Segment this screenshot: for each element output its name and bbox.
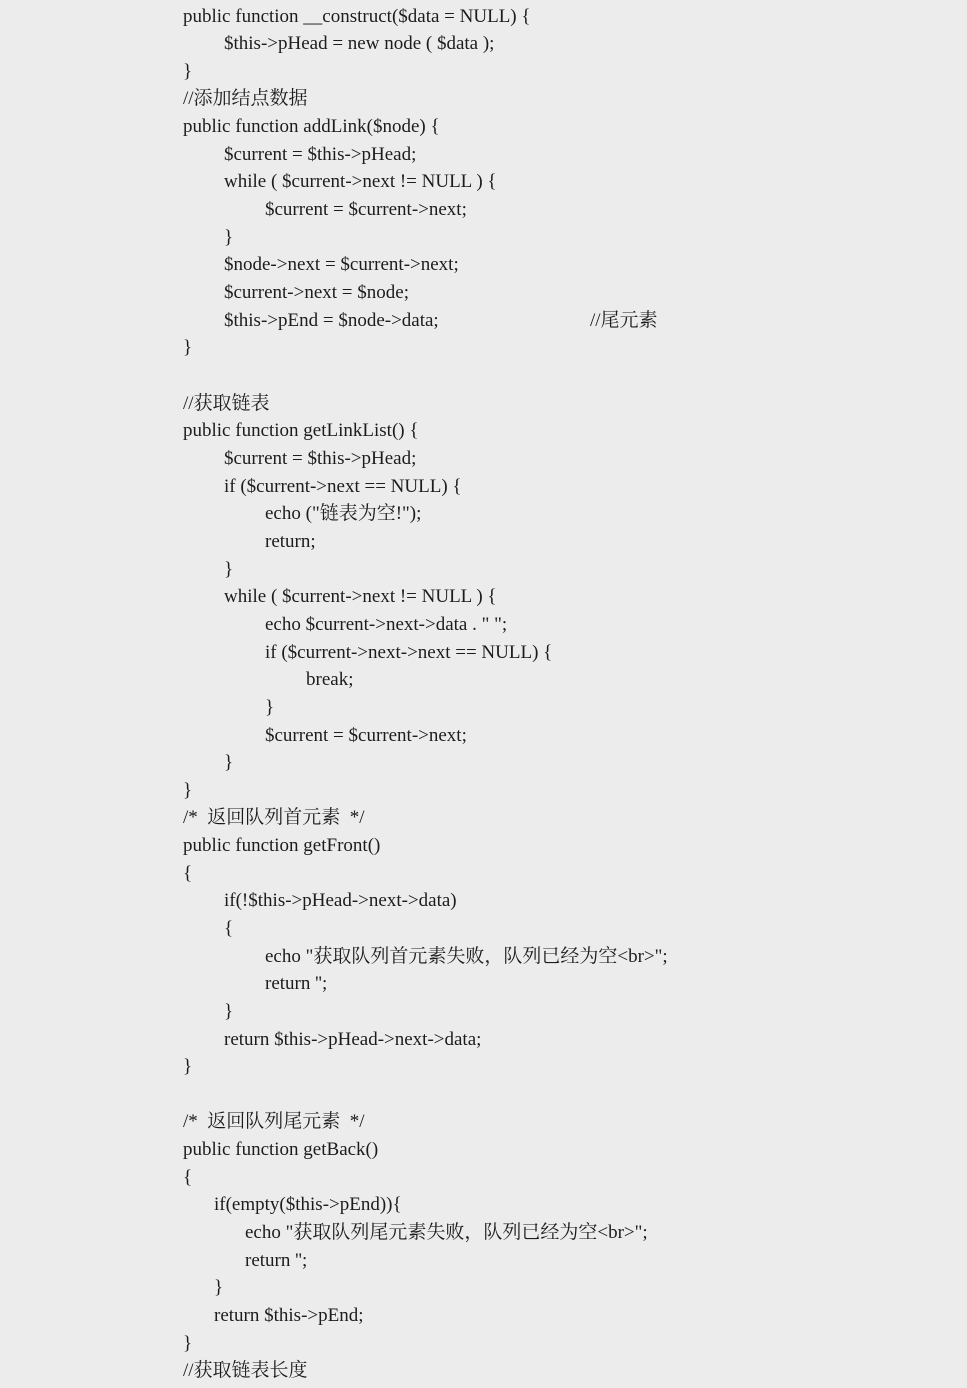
code-line: return $this->pHead->next->data; <box>224 1029 482 1050</box>
code-line: { <box>224 918 234 939</box>
code-line: return; <box>265 531 316 552</box>
code-line: if(empty($this->pEnd)){ <box>214 1194 402 1215</box>
code-line: public function getFront() <box>183 835 381 856</box>
code-line: } <box>183 61 193 82</box>
code-line: echo $current->next->data . " "; <box>265 614 508 635</box>
code-line: $current = $this->pHead; <box>224 448 417 469</box>
code-line: $current->next = $node; <box>224 282 409 303</box>
code-line: if(!$this->pHead->next->data) <box>224 890 457 911</box>
code-comment: /* 返回队列尾元素 */ <box>183 1111 365 1132</box>
code-line: public function getBack() <box>183 1139 379 1160</box>
code-line: if ($current->next == NULL) { <box>224 476 462 497</box>
code-line: } <box>183 780 193 801</box>
code-line: echo "获取队列首元素失败，队列已经为空<br>"; <box>265 946 668 967</box>
code-line: echo ("链表为空!"); <box>265 503 422 524</box>
code-line: public function __construct($data = NULL) { <box>183 6 531 27</box>
code-line: break; <box>306 669 354 690</box>
code-line: while ( $current->next != NULL ) { <box>224 171 497 192</box>
code-line: } <box>183 1056 193 1077</box>
code-line: echo "获取队列尾元素失败，队列已经为空<br>"; <box>245 1222 648 1243</box>
code-line: } <box>265 697 275 718</box>
code-line: $current = $current->next; <box>265 725 467 746</box>
code-line: $this->pEnd = $node->data; <box>224 310 439 331</box>
code-line: } <box>183 1333 193 1354</box>
code-line: $node->next = $current->next; <box>224 254 459 275</box>
code-line: return ''; <box>245 1250 308 1271</box>
code-comment: //获取链表 <box>183 393 270 414</box>
code-line: $current = $current->next; <box>265 199 467 220</box>
code-comment: /* 返回队列首元素 */ <box>183 807 365 828</box>
code-line: while ( $current->next != NULL ) { <box>224 586 497 607</box>
code-line: { <box>183 863 193 884</box>
code-line: $this->pHead = new node ( $data ); <box>224 33 495 54</box>
code-line: public function addLink($node) { <box>183 116 440 137</box>
code-comment: //获取链表长度 <box>183 1360 308 1381</box>
code-line: if ($current->next->next == NULL) { <box>265 642 553 663</box>
code-line: return ''; <box>265 973 328 994</box>
code-line: { <box>183 1167 193 1188</box>
code-line: } <box>224 227 234 248</box>
code-line: } <box>224 559 234 580</box>
code-line: $current = $this->pHead; <box>224 144 417 165</box>
code-comment: //尾元素 <box>590 310 658 331</box>
code-line: } <box>224 752 234 773</box>
code-line: return $this->pEnd; <box>214 1305 364 1326</box>
code-line: public function getLinkList() { <box>183 420 419 441</box>
code-line: } <box>183 337 193 358</box>
code-line: } <box>214 1277 224 1298</box>
code-comment: //添加结点数据 <box>183 88 308 109</box>
code-line: } <box>224 1001 234 1022</box>
